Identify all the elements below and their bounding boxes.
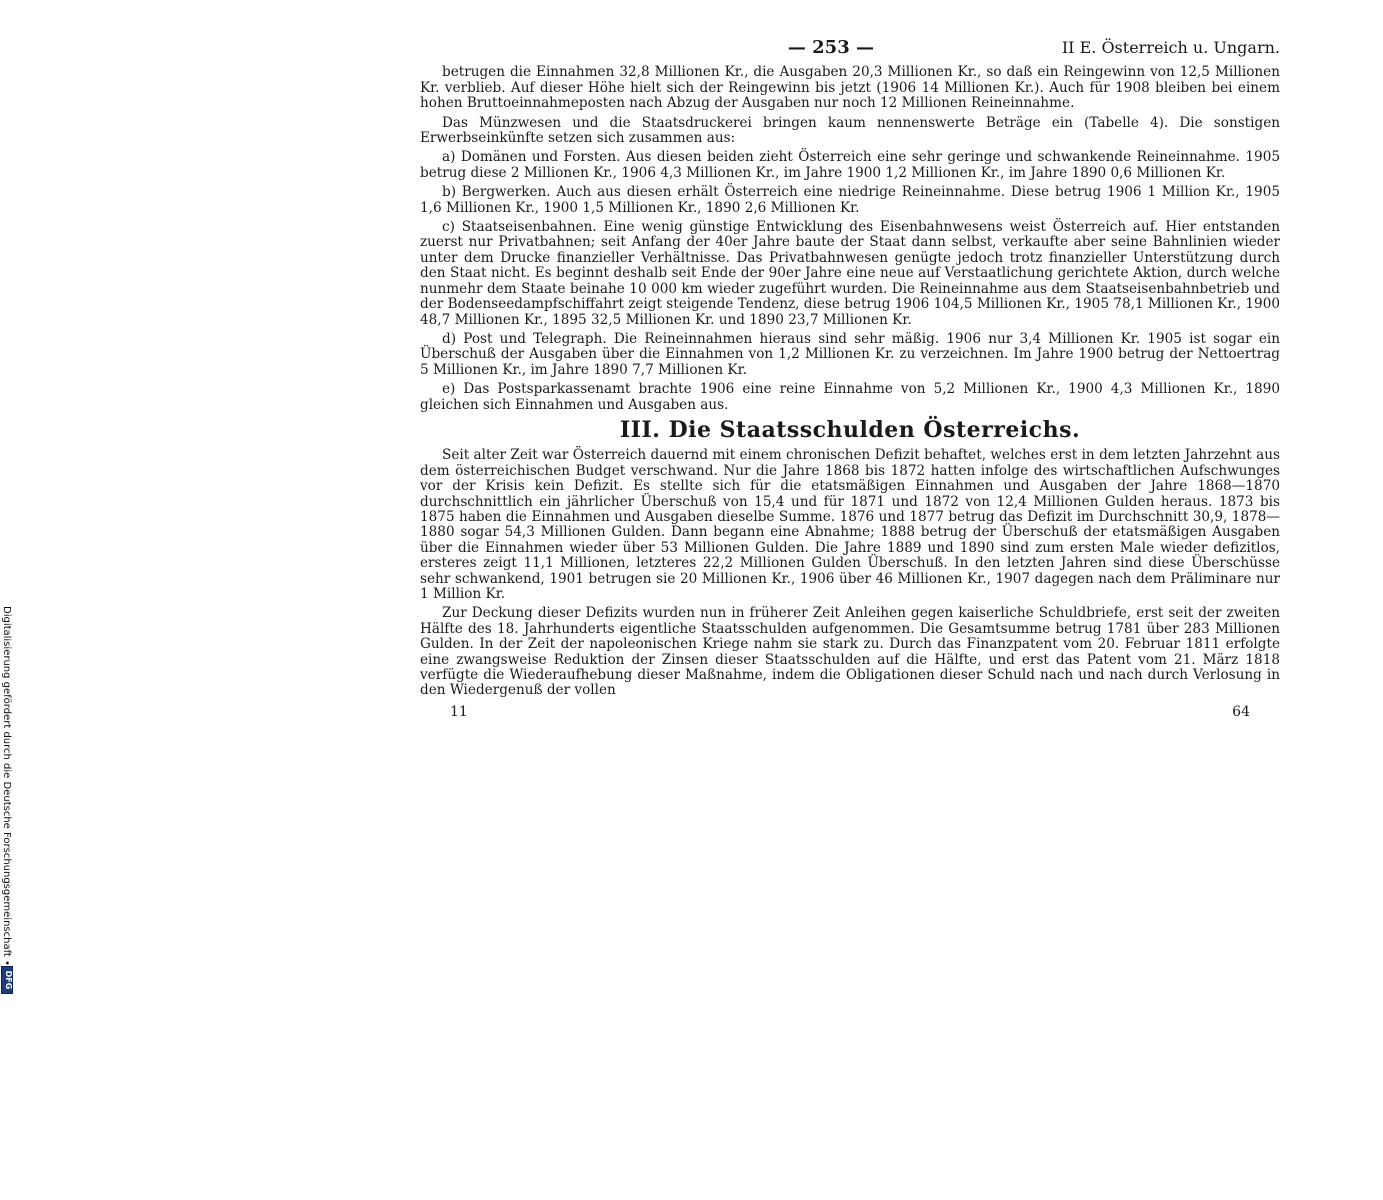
paragraph: a) Domänen und Forsten. Aus diesen beiden zieht Österreich eine sehr geringe und schwankende Reineinnahme. 1905 betrug diese 2 Millionen Kr., 1906 4,3 Millionen Kr., im Jahre 1900 1,2 Millionen Kr., im Jahre 1890 0,6 Millionen Kr. [420,149,1280,181]
paragraph: Das Münzwesen und die Staatsdruckerei bringen kaum nennenswerte Beträge ein (Tabelle 4). Die sonstigen Erwerbseinkünfte setzen sich zusammen aus: [420,114,1280,147]
credit-text: Digitalisierung gefördert durch die Deutsche Forschungsgemeinschaft • [1,606,12,966]
page-sheet [420,37,1383,900]
running-title: II E. Österreich u. Ungarn. [1061,38,1280,57]
paragraph: e) Das Postsparkassenamt brachte 1906 eine reine Einnahme von 5,2 Millionen Kr., 1900 4,3 Millionen Kr., 1890 gleichen sich Einnahmen und Ausgaben aus. [420,381,1280,413]
dfg-logo-icon [1,966,13,994]
footer-signature: 11 [450,703,468,720]
paragraph: Seit alter Zeit war Österreich dauernd mit einem chronischen Defizit behaftet, welches erst in dem letzten Jahrzehnt aus dem österreichischen Budget verschwand. Nur die Jahre 1868 bis 1872 hatten infolge des wirtschaftlichen Aufschwunges vor der Krisis kein Defizit. Es stellte sich für die etatsmäßigen Einnahmen und Ausgaben der Jahre 1868—1870 durchschnittlich ein jährlicher Überschuß von 15,4 und für 1871 und 1872 von 12,4 Millionen Gulden heraus. 1873 bis 1875 haben die Einnahmen und Ausgaben dieselbe Summe. 1876 und 1877 betrug das Defizit im Durchschnitt 30,9, 1878—1880 sogar 54,3 Millionen Gulden. Dann begann eine Abnahme; 1888 betrug der Überschuß der etatsmäßigen Ausgaben über die Einnahmen wieder über 53 Millionen Gulden. Die Jahre 1889 und 1890 sind zum ersten Male wieder defizitlos, ersteres zeigt 11,1 Millionen, letzteres 22,2 Millionen Gulden Überschuß. In den letzten Jahren sind diese Überschüsse sehr schwankend, 1901 betrugen sie 20 Millionen Kr., 1906 über 46 Millionen Kr., 1907 dagegen nach dem Präliminare nur 1 Million Kr. [420,447,1280,602]
paragraph: b) Bergwerken. Auch aus diesen erhält Österreich eine niedrige Reineinnahme. Diese betrug 1906 1 Million Kr., 1905 1,6 Millionen Kr., 1900 1,5 Millionen Kr., 1890 2,6 Millionen Kr. [420,184,1280,216]
page-rotation-frame [120,37,1280,900]
paragraph: Zur Deckung dieser Defizits wurden nun in früherer Zeit Anleihen gegen kaiserliche Schuldbriefe, erst seit der zweiten Hälfte des 18. Jahrhunderts eigentliche Staatsschulden aufgenommen. Die Gesamtsumme betrug 1781 über 283 Millionen Gulden. In der Zeit der napoleonischen Kriege nahm sie stark zu. Durch das Finanzpatent vom 20. Februar 1811 erfolgte eine zwangsweise Reduktion der Zinsen dieser Staatsschulden auf die Hälfte, und erst das Patent vom 21. März 1818 verfügte die Wiederaufhebung dieser Maßnahme, indem die Obligationen dieser Schuld nach und nach durch Verlosung in den Wiedergenuß der vollen [420,605,1280,699]
page-header [420,37,1280,58]
paragraph: d) Post und Telegraph. Die Reineinnahmen hieraus sind sehr mäßig. 1906 nur 3,4 Millionen Kr. 1905 ist sogar ein Überschuß der Ausgaben über die Einnahmen von 1,2 Millionen Kr. zu verzeichnen. Im Jahre 1900 betrug der Nettoertrag 5 Millionen Kr., im Jahre 1890 7,7 Millionen Kr. [420,330,1280,378]
page-footer [420,705,1280,720]
section-title: III. Die Staatsschulden Österreichs. [619,416,1081,443]
page-number: — 253 — [787,37,874,58]
dfg-logo-label: DFG [4,970,13,990]
page-body [420,37,1280,1200]
footer-sheet-number: 64 [1232,703,1250,720]
paragraph: c) Staatseisenbahnen. Eine wenig günstige Entwicklung des Eisenbahnwesens weist Österreich auf. Hier entstanden zuerst nur Privatbahnen; seit Anfang der 40er Jahre baute der Staat dann selbst, verkaufte aber seine Bahnlinien wieder unter dem Drucke finanzieller Verhältnisse. Das Privatbahnwesen genügte jedoch trotz finanzieller Unterstützung durch den Staat nicht. Es beginnt deshalb seit Ende der 90er Jahre eine neue auf Verstaatlichung gerichtete Aktion, durch welche nunmehr dem Staate beinahe 10 000 km wieder zugeführt wurden. Die Reineinnahme aus dem Staatseisenbahnbetrieb und der Bodenseedampfschiffahrt zeigt steigende Tendenz, diese betrug 1906 104,5 Millionen Kr., 1905 78,1 Millionen Kr., 1900 48,7 Millionen Kr., 1895 32,5 Millionen Kr. und 1890 23,7 Millionen Kr. [420,219,1280,328]
paragraph: betrugen die Einnahmen 32,8 Millionen Kr., die Ausgaben 20,3 Millionen Kr., so daß ein Reingewinn von 12,5 Millionen Kr. verblieb. Auf dieser Höhe hielt sich der Reingewinn bis jetzt (1906 14 Millionen Kr.). Auch für 1908 bleiben bei einem hohen Bruttoeinnahmeposten nach Abzug der Ausgaben nur noch 12 Millionen Reineinnahme. [420,64,1280,112]
digitization-credit [0,0,14,1000]
